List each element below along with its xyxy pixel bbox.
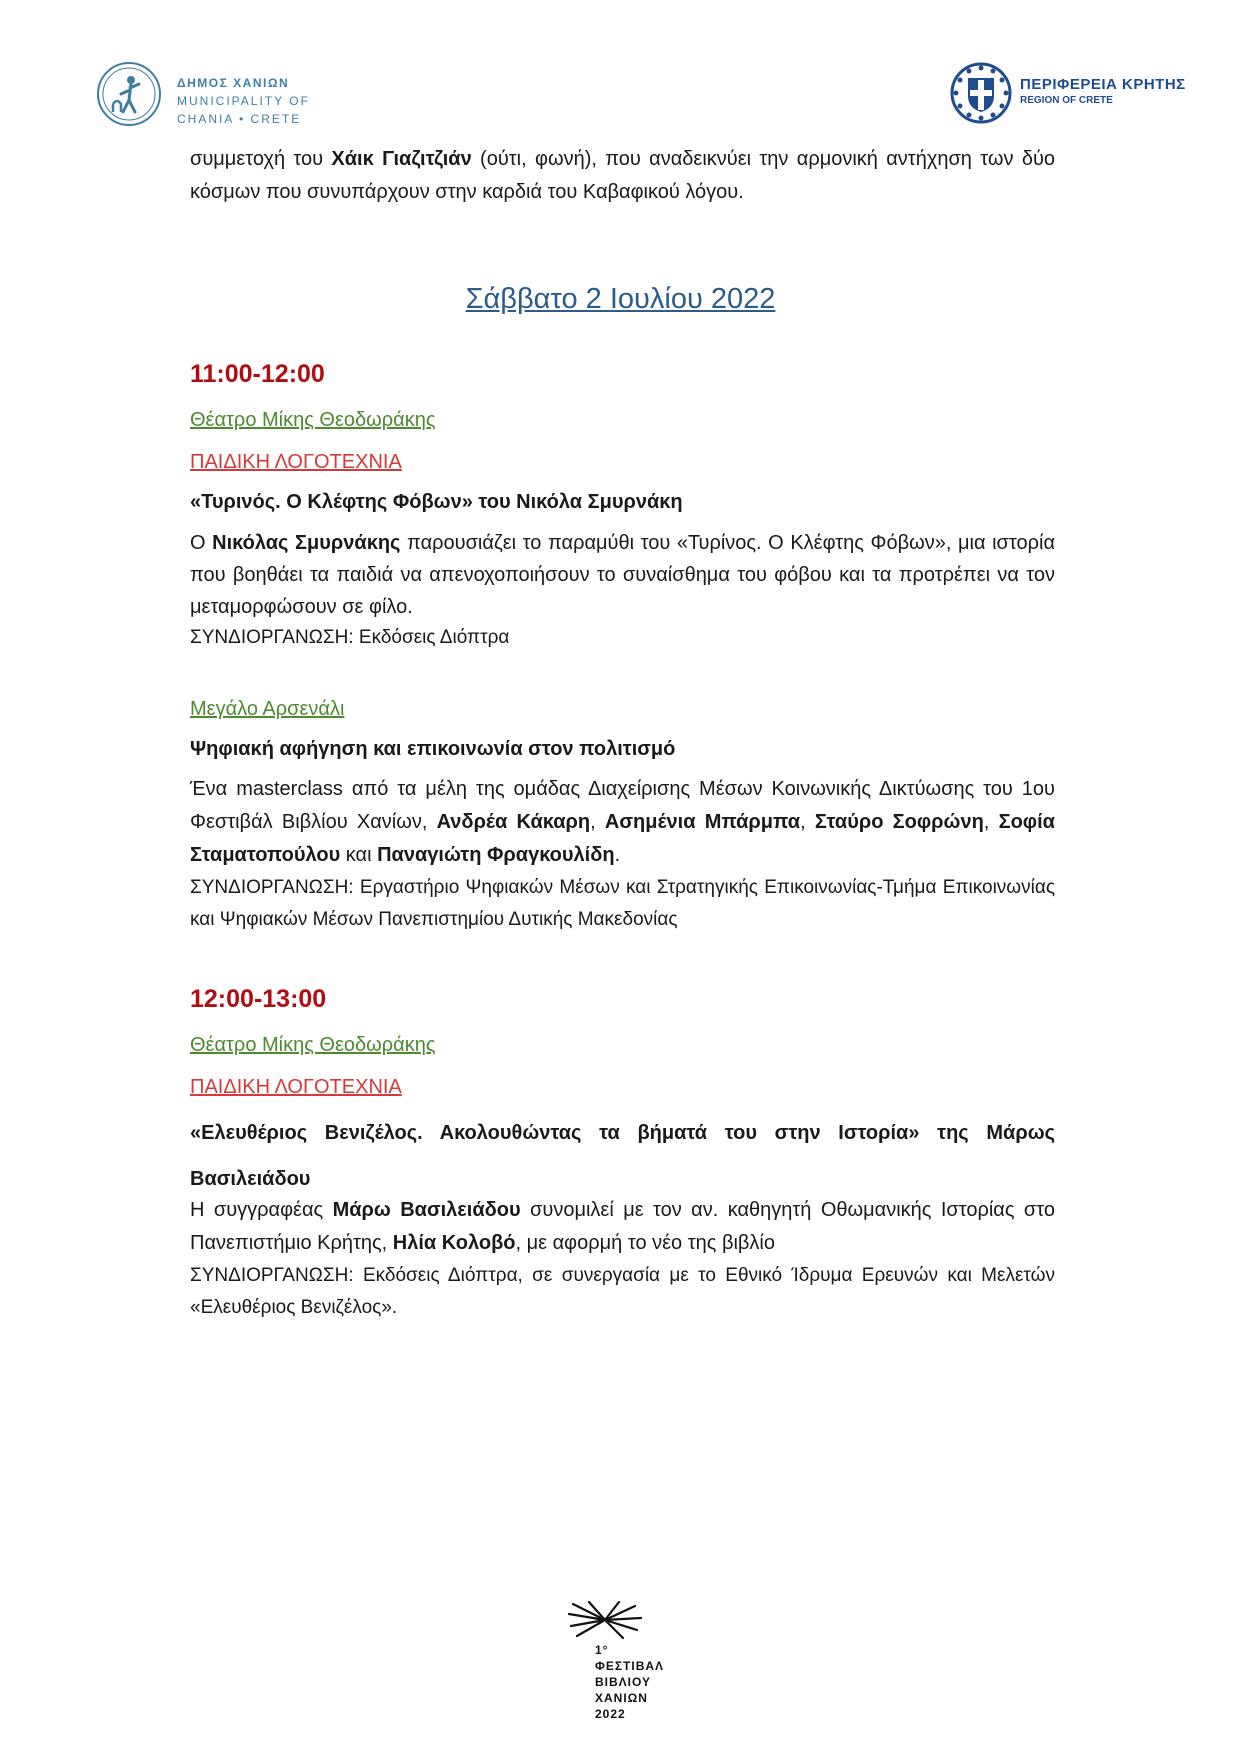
co-organizer-1: ΣΥΝΔΙΟΡΓΑΝΩΣΗ: Εκδόσεις Διόπτρα: [190, 627, 510, 648]
festival-edition: 1°: [595, 1643, 609, 1657]
region-logo: [950, 60, 1200, 130]
municipality-logo: [95, 60, 325, 130]
festival-word-2: ΒΙΒΛΙΟΥ: [595, 1675, 652, 1689]
municipality-name-english: MUNICIPALITY OF: [177, 94, 310, 108]
municipality-name-greek: ΔΗΜΟΣ ΧΑΝΙΩΝ: [177, 76, 290, 90]
event-title-tyrinos: «Τυρινός. Ο Κλέφτης Φόβων» του Νικόλα Σμυρνάκη: [190, 491, 683, 513]
author-name: Μάρω Βασιλειάδου: [332, 1199, 521, 1221]
intro-paragraph: [190, 143, 1055, 209]
region-name-greek: ΠΕΡΙΦΕΡΕΙΑ ΚΡΗΤΗΣ: [1020, 76, 1186, 93]
festival-year: 2022: [595, 1707, 626, 1721]
festival-word-3: ΧΑΝΙΩΝ: [595, 1691, 648, 1705]
event-title-venizelos: «Ελευθέριος Βενιζέλος. Ακολουθώντας τα βήματά του στην Ιστορία» της Μάρως Βασιλειάδου: [190, 1122, 1056, 1190]
municipality-location: CHANIA • CRETE: [177, 112, 302, 126]
event-title-digital-storytelling: Ψηφιακή αφήγηση και επικοινωνία στον πολιτισμό: [190, 738, 676, 760]
intro-text-rest: (ούτι, φωνή), που αναδεικνύει την αρμονική αντήχηση των δύο κόσμων που συνυπάρχουν στην καρδιά του Καβαφικού λόγου.: [190, 148, 1056, 203]
category-children-lit-2: ΠΑΙΔΙΚΗ ΛΟΓΟΤΕΧΝΙΑ: [190, 1076, 402, 1098]
festival-word-1: ΦΕΣΤΙΒΑΛ: [595, 1659, 665, 1673]
region-name-english: REGION OF CRETE: [1020, 95, 1113, 106]
professor-name: Ηλία Κολοβό: [392, 1232, 516, 1254]
venue-theatre-2: Θέατρο Μίκης Θεοδωράκης: [190, 1034, 436, 1056]
municipality-seal-icon: [95, 60, 163, 128]
category-children-lit-1: ΠΑΙΔΙΚΗ ΛΟΓΟΤΕΧΝΙΑ: [190, 451, 402, 473]
day-title: Σάββατο 2 Ιουλίου 2022: [465, 283, 776, 315]
event-desc-tyrinos: Ο Νικόλας Σμυρνάκης παρουσιάζει το παραμύθι του «Τυρίνος. Ο Κλέφτης Φόβων», μια ιστορία που βοηθάει τα παιδιά να απενοχοποιήσουν το συναίσθημα του φόβου και τα προτρέπει να τον μεταμορφώσουν σε φίλο. ΣΥΝΔΙΟΡΓΑΝΩΣΗ: Εκδόσεις Διόπτρα: [190, 527, 1055, 653]
time-slot-2: 12:00-13:00: [190, 985, 327, 1013]
event-desc-digital-storytelling: Ένα masterclass από τα μέλη της ομάδας Διαχείρισης Μέσων Κοινωνικής Δικτύωσης του 1ου Φεστιβάλ Βιβλίου Χανίων, Ανδρέα Κάκαρη, Ασημένια Μπάρμπα, Σταύρο Σοφρώνη, Σοφία Σταματοπούλου και Παναγιώτη Φραγκουλίδη. ΣΥΝΔΙΟΡΓΑΝΩΣΗ: Εργαστήριο Ψηφιακών Μέσων και Στρατηγικής Επικοινωνίας-Τμήμα Επικοινωνίας και Ψηφιακών Μέσων Πανεπιστημίου Δυτικής Μακεδονίας: [190, 773, 1055, 936]
venue-theatre-1: Θέατρο Μίκης Θεοδωράκης: [190, 409, 436, 431]
festival-logo: [565, 1600, 675, 1730]
author-name: Νικόλας Σμυρνάκης: [212, 532, 401, 554]
festival-burst-icon: [565, 1600, 645, 1640]
time-slot-1: 11:00-12:00: [190, 360, 325, 388]
member-name: Ανδρέα Κάκαρη: [436, 811, 591, 833]
member-name: Σταύρο Σοφρώνη: [814, 811, 984, 833]
event-desc-venizelos: Η συγγραφέας Μάρω Βασιλειάδου συνομιλεί με τον αν. καθηγητή Οθωμανικής Ιστορίας στο Πανεπιστήμιο Κρήτης, Ηλία Κολοβό, με αφορμή το νέο της βιβλίο ΣΥΝΔΙΟΡΓΑΝΩΣΗ: Εκδόσεις Διόπτρα, σε συνεργασία με το Εθνικό Ίδρυμα Ερευνών και Μελετών «Ελευθέριος Βενιζέλος».: [190, 1194, 1055, 1324]
co-organizer-3: ΣΥΝΔΙΟΡΓΑΝΩΣΗ: Εκδόσεις Διόπτρα, σε συνεργασία με το Εθνικό Ίδρυμα Ερευνών και Μελετών «Ελευθέριος Βενιζέλος».: [190, 1265, 1055, 1318]
intro-text: συμμετοχή του: [190, 148, 332, 170]
co-organizer-2: ΣΥΝΔΙΟΡΓΑΝΩΣΗ: Εργαστήριο Ψηφιακών Μέσων και Στρατηγικής Επικοινωνίας-Τμήμα Επικοινωνίας και Ψηφιακών Μέσων Πανεπιστημίου Δυτικής Μακεδονίας: [190, 877, 1055, 930]
member-name: Σοφία Σταματοπούλου: [190, 811, 1055, 866]
venue-arsenal: Μεγάλο Αρσενάλι: [190, 698, 345, 720]
member-name: Ασημένια Μπάρμπα: [604, 811, 801, 833]
region-crest-icon: [950, 62, 1012, 124]
member-name: Παναγιώτη Φραγκουλίδη: [377, 844, 615, 866]
intro-performer-name: Χάικ Γιαζιτζιάν: [331, 148, 472, 170]
